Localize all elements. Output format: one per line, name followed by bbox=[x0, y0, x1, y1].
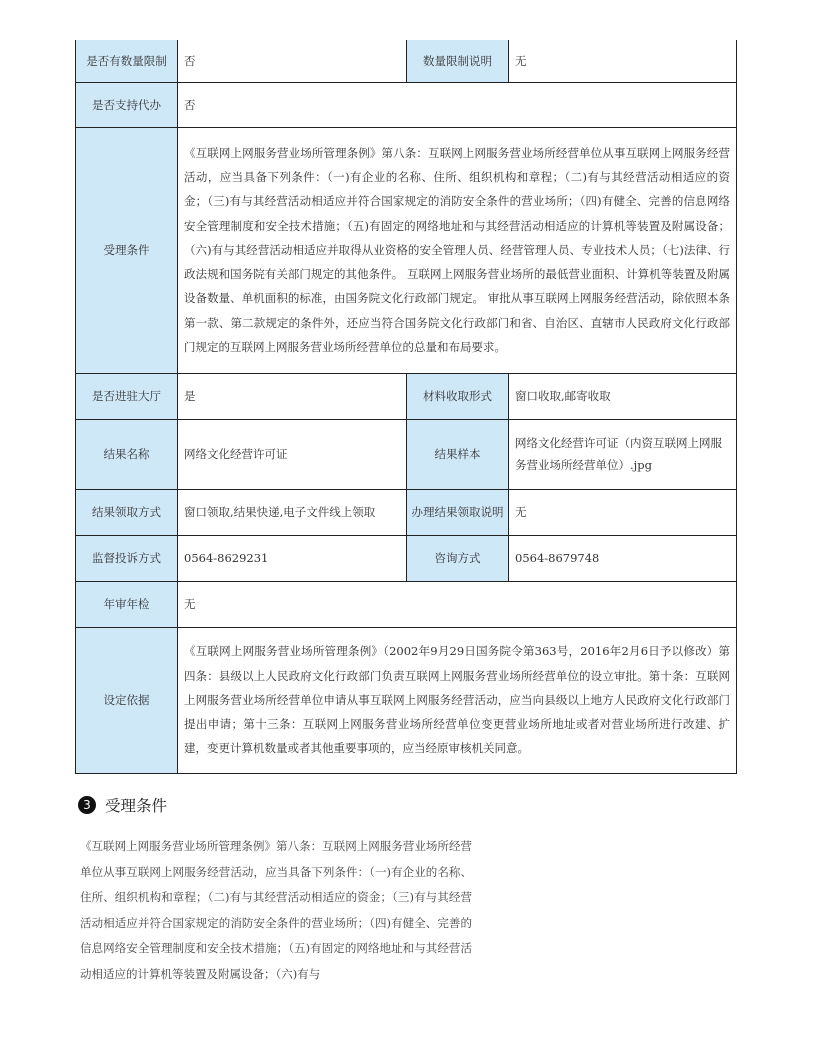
pickup-note-value: 无 bbox=[509, 489, 737, 535]
quantity-limit-note-label: 数量限制说明 bbox=[407, 40, 509, 82]
pickup-note-label: 办理结果领取说明 bbox=[407, 489, 509, 535]
hall-label: 是否进驻大厅 bbox=[76, 373, 178, 419]
row-quantity-limit bbox=[76, 40, 737, 82]
complaint-value: 0564-8629231 bbox=[178, 535, 407, 581]
result-sample-value[interactable]: 网络文化经营许可证（内资互联网上网服务营业场所经营单位）.jpg bbox=[509, 419, 737, 489]
row-proxy bbox=[76, 82, 737, 127]
row-hall bbox=[76, 373, 737, 419]
row-complaint bbox=[76, 535, 737, 581]
result-value: 网络文化经营许可证 bbox=[178, 419, 407, 489]
row-annual bbox=[76, 581, 737, 627]
section-header bbox=[78, 794, 167, 816]
annual-label: 年审年检 bbox=[76, 581, 178, 627]
service-info-table bbox=[75, 40, 737, 774]
material-label: 材料收取形式 bbox=[407, 373, 509, 419]
pickup-label: 结果领取方式 bbox=[76, 489, 178, 535]
section-body-text: 《互联网上网服务营业场所管理条例》第八条：互联网上网服务营业场所经营单位从事互联网上网服务经营活动，应当具备下列条件：（一)有企业的名称、住所、组织机构和章程；（二)有与其经营活动相适应的资金；（三)有与其经营活动相适应并符合国家规定的消防安全条件的营业场所；（四)有健全、完善的信息网络安全管理制度和安全技术措施；（五)有固定的网络地址和与其经营活动相适应的计算机等装置及附属设备；（六)有与 bbox=[80, 839, 472, 981]
hall-value: 是 bbox=[178, 373, 407, 419]
complaint-label: 监督投诉方式 bbox=[76, 535, 178, 581]
quantity-limit-note-value: 无 bbox=[509, 40, 737, 82]
section-title: 受理条件 bbox=[105, 797, 168, 815]
quantity-limit-label: 是否有数量限制 bbox=[76, 40, 178, 82]
conditions-value: 《互联网上网服务营业场所管理条例》第八条：互联网上网服务营业场所经营单位从事互联网上网服务经营活动，应当具备下列条件：（一)有企业的名称、住所、组织机构和章程；（二)有与其经营活动相适应的资金；（三)有与其经营活动相适应并符合国家规定的消防安全条件的营业场所；（四)有健全、完善的信息网络安全管理制度和安全技术措施；（五)有固定的网络地址和与其经营活动相适应的计算机等装置及附属设备；（六)有与其经营活动相适应并取得从业资格的安全管理人员、经营管理人员、专业技术人员；（七)法律、行政法规和国务院有关部门规定的其他条件。 互联网上网服务营业场所的最低营业面积、计算机等装置及附属设备数量、单机面积的标准，由国务院文化行政部门规定。 审批从事互联网上网服务经营活动，除依照本条第一款、第二款规定的条件外，还应当符合国务院文化行政部门和省、自治区、直辖市人民政府文化行政部门规定的互联网上网服务营业场所经营单位的总量和布局要求。 bbox=[178, 127, 737, 373]
proxy-value: 否 bbox=[178, 82, 737, 127]
consult-value: 0564-8679748 bbox=[509, 535, 737, 581]
row-pickup bbox=[76, 489, 737, 535]
result-sample-label: 结果样本 bbox=[407, 419, 509, 489]
consult-label: 咨询方式 bbox=[407, 535, 509, 581]
row-conditions bbox=[76, 127, 737, 373]
conditions-label: 受理条件 bbox=[76, 127, 178, 373]
quantity-limit-value: 否 bbox=[178, 40, 407, 82]
row-basis bbox=[76, 627, 737, 773]
basis-value: 《互联网上网服务营业场所管理条例》（2002年9月29日国务院令第363号，2016年2月6日予以修改）第四条：县级以上人民政府文化行政部门负责互联网上网服务营业场所经营单位的设立审批。第十条：互联网上网服务营业场所经营单位申请从事互联网上网服务经营活动，应当向县级以上地方人民政府文化行政部门提出申请；第十三条：互联网上网服务营业场所经营单位变更营业场所地址或者对营业场所进行改建、扩建，变更计算机数量或者其他重要事项的，应当经原审核机关同意。 bbox=[178, 627, 737, 773]
annual-value: 无 bbox=[178, 581, 737, 627]
proxy-label: 是否支持代办 bbox=[76, 82, 178, 127]
row-result bbox=[76, 419, 737, 489]
material-value: 窗口收取,邮寄收取 bbox=[509, 373, 737, 419]
pickup-value: 窗口领取,结果快递,电子文件线上领取 bbox=[178, 489, 407, 535]
basis-label: 设定依据 bbox=[76, 627, 178, 773]
section-number-badge: 3 bbox=[78, 796, 96, 814]
result-label: 结果名称 bbox=[76, 419, 178, 489]
